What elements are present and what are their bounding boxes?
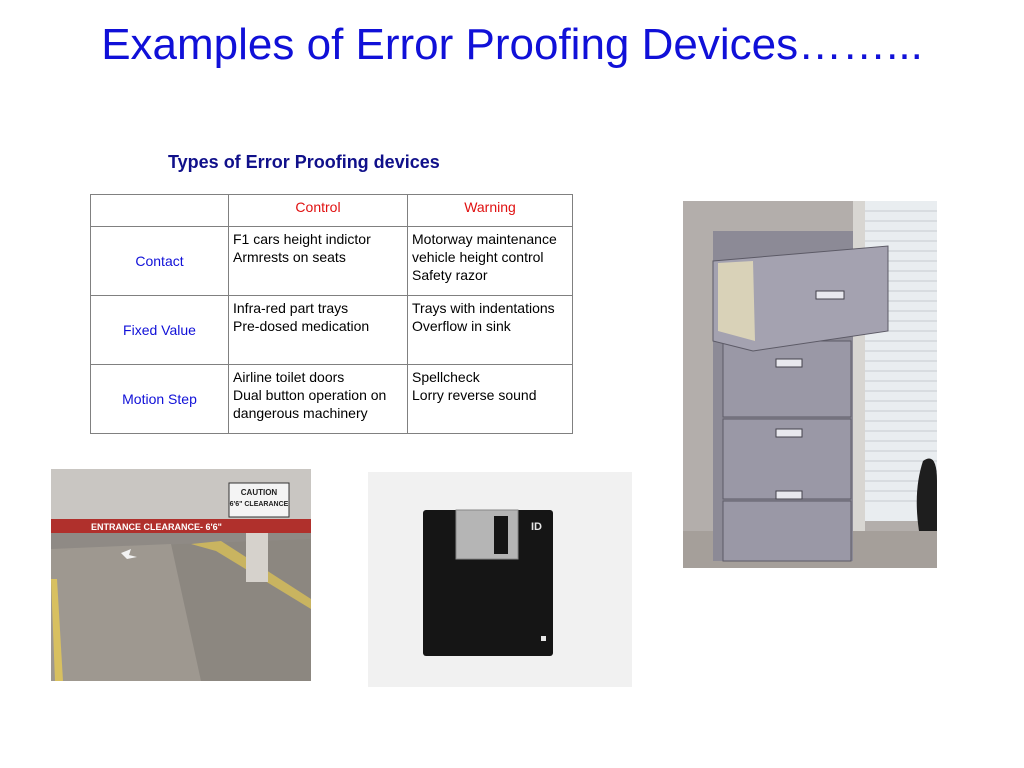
- cell-fixed-value-warning: Trays with indentations Overflow in sink: [408, 296, 573, 365]
- garage-sign-caution: CAUTION: [240, 488, 278, 497]
- cell-contact-control: F1 cars height indictor Armrests on seats: [229, 227, 408, 296]
- parking-garage-photo: [51, 469, 311, 681]
- floppy-disk-photo: [368, 472, 632, 687]
- floppy-id-label: ID: [531, 521, 542, 533]
- filing-cabinet-photo: [683, 201, 937, 568]
- cell-motion-step-control: Airline toilet doors Dual button operation on dangerous machinery: [229, 365, 408, 434]
- table-header-control: Control: [229, 195, 408, 227]
- row-label-contact: Contact: [91, 227, 229, 296]
- cell-motion-step-warning: Spellcheck Lorry reverse sound: [408, 365, 573, 434]
- cell-fixed-value-control: Infra-red part trays Pre-dosed medication: [229, 296, 408, 365]
- table-header-empty: [91, 195, 229, 227]
- slide-title: Examples of Error Proofing Devices……...: [101, 20, 923, 69]
- error-proofing-table: [90, 194, 573, 434]
- row-label-fixed-value: Fixed Value: [91, 296, 229, 365]
- table-row-motion-step: [91, 365, 573, 434]
- table-caption: Types of Error Proofing devices: [168, 152, 440, 172]
- cell-contact-warning: Motorway maintenance vehicle height control Safety razor: [408, 227, 573, 296]
- table-header-row: [91, 195, 573, 227]
- table-header-warning: Warning: [408, 195, 573, 227]
- row-label-motion-step: Motion Step: [91, 365, 229, 434]
- garage-bar-text: ENTRANCE CLEARANCE- 6'6": [91, 522, 222, 532]
- table-row-contact: [91, 227, 573, 296]
- garage-sign-clearance: 6'6" CLEARANCE: [229, 501, 289, 508]
- table-row-fixed-value: [91, 296, 573, 365]
